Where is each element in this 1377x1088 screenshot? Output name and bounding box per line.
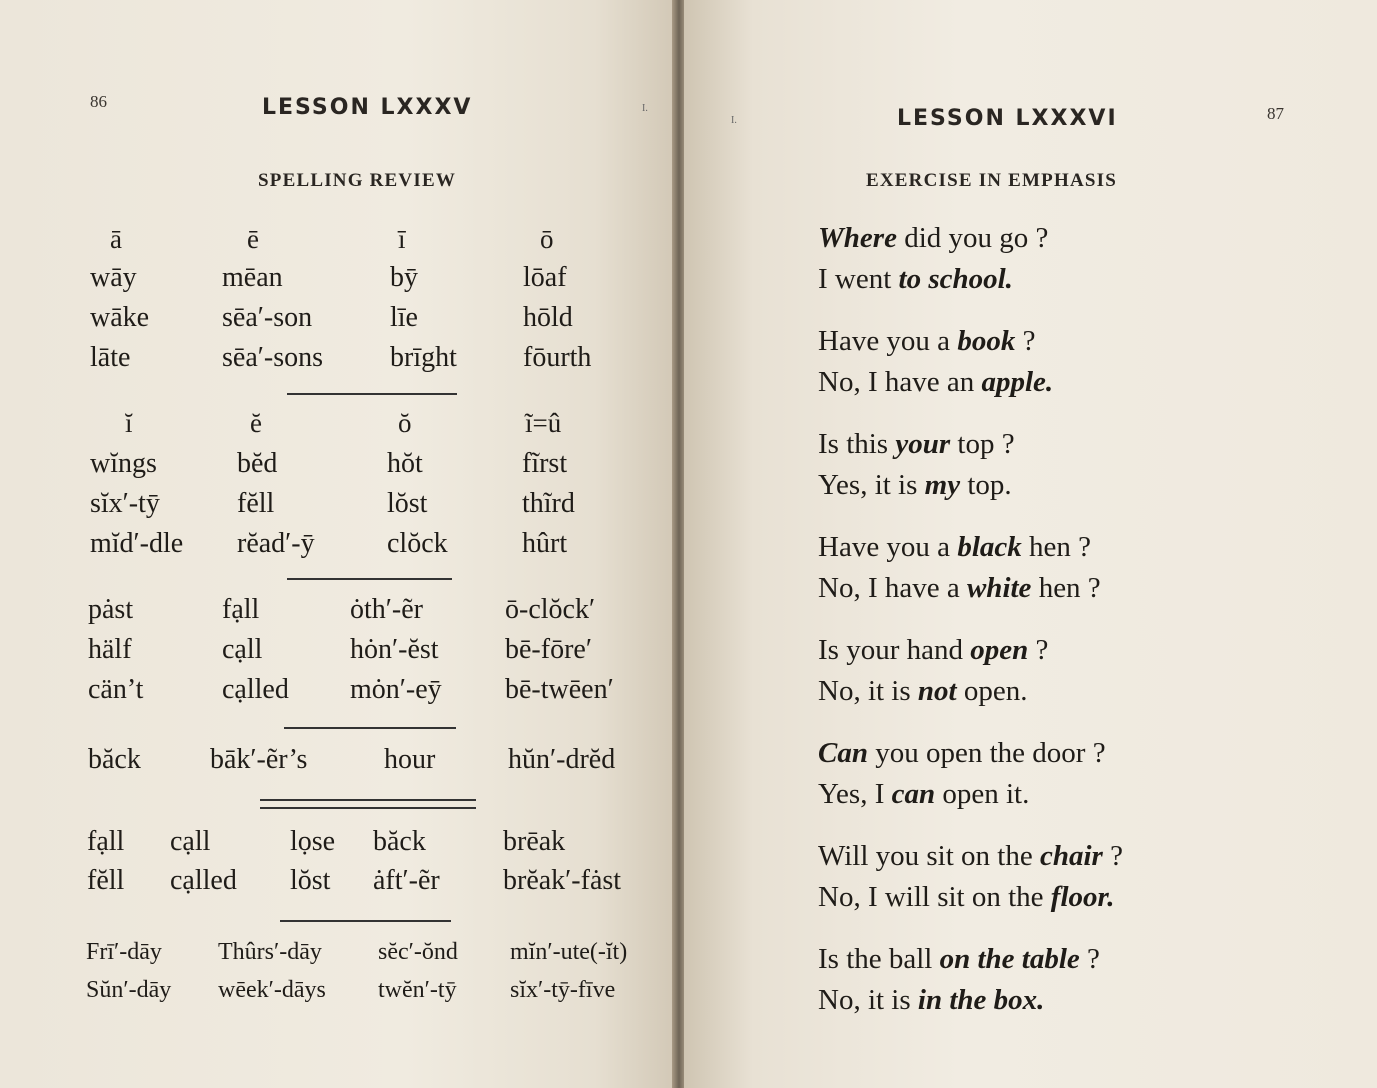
spelling-word: bāk′-ẽr’s [210, 744, 308, 775]
exercise-answer [818, 263, 1013, 296]
vowel-header: ĩ=û [525, 408, 562, 438]
exercise-question [818, 325, 1035, 358]
exercise-answer [818, 572, 1101, 605]
vowel-header: ī [398, 224, 406, 254]
plain-text: Will you sit on the [818, 840, 1040, 872]
emphasized-text: floor. [1050, 880, 1115, 913]
spelling-word: sēa′-sons [222, 342, 323, 373]
plain-text: ? [1015, 325, 1036, 357]
plain-text: ? [1028, 634, 1049, 666]
plain-text: top ? [950, 428, 1015, 460]
spelling-word: bȳ [390, 262, 418, 293]
exercise-question [818, 531, 1091, 564]
plain-text: Is this [818, 428, 896, 460]
spelling-word: sēa′-son [222, 302, 313, 333]
plain-text: No, I have a [818, 571, 967, 604]
emphasized-text: on the table [939, 943, 1080, 975]
lesson-title: LESSON LXXXVI [897, 106, 1118, 131]
emphasized-text: chair [1039, 840, 1103, 872]
exercise-question [818, 428, 1015, 461]
emphasized-text: Where [818, 222, 897, 254]
spelling-word: wāy [90, 262, 137, 293]
margin-mark: I. [731, 115, 737, 126]
exercise-answer [818, 881, 1114, 914]
emphasized-text: can [891, 777, 936, 810]
spelling-word: băck [88, 744, 141, 775]
spelling-word: Frī′-dāy [86, 939, 162, 965]
vowel-header: ā [110, 224, 122, 254]
section-subtitle: SPELLING REVIEW [258, 170, 457, 191]
plain-text: you open the door ? [867, 737, 1106, 769]
emphasized-text: open [970, 634, 1029, 666]
spelling-word: cạll [222, 634, 263, 665]
spelling-word: ȯth′-ẽr [350, 594, 423, 625]
plain-text: No, it is [818, 674, 918, 707]
spelling-word: sĕc′-ŏnd [378, 939, 458, 965]
plain-text: hen ? [1021, 531, 1091, 563]
exercise-answer [818, 469, 1012, 502]
spelling-word: Thûrs′-dāy [218, 939, 322, 965]
vowel-header: ō [540, 224, 554, 254]
right-page [684, 0, 1377, 1088]
plain-text: hen ? [1031, 571, 1101, 604]
spelling-word: wēek′-dāys [218, 977, 326, 1003]
spelling-word: mēan [222, 262, 283, 293]
divider [287, 578, 452, 580]
lesson-title: LESSON LXXXV [262, 95, 473, 120]
plain-text: Have you a [818, 325, 958, 357]
spelling-word: hȯn′-ĕst [350, 634, 439, 665]
exercise-question [818, 943, 1100, 976]
emphasized-text: to school. [898, 262, 1013, 295]
spelling-word: wāke [90, 302, 150, 333]
vowel-header: ĭ [125, 408, 133, 438]
spelling-word: cän’t [88, 674, 144, 705]
spelling-word: ō-clŏck′ [505, 594, 596, 625]
plain-text: open it. [935, 777, 1030, 810]
spelling-word: hōld [523, 302, 573, 333]
spelling-word: bē-twēen′ [505, 674, 614, 705]
spelling-word: băck [373, 826, 426, 857]
plain-text: Yes, I [818, 777, 892, 810]
spelling-word: brīght [390, 342, 457, 373]
spelling-word: hŭn′-drĕd [508, 744, 616, 775]
spelling-word: brēak [503, 826, 566, 857]
spelling-word: mȯn′-eȳ [350, 674, 442, 705]
page-number: 87 [1267, 104, 1284, 123]
spelling-word: hälf [88, 634, 132, 665]
plain-text: Is the ball [818, 943, 940, 975]
spelling-word: hour [384, 744, 436, 775]
spelling-word: mĭd′-dle [90, 528, 184, 559]
emphasized-text: book [957, 325, 1016, 357]
spelling-word: sĭx′-tȳ [90, 488, 160, 519]
left-page [0, 0, 676, 1088]
plain-text: ? [1079, 943, 1100, 975]
spelling-word: fōurth [523, 342, 592, 373]
plain-text: top. [960, 468, 1012, 501]
plain-text: No, I have an [818, 365, 982, 398]
plain-text: Is your hand [818, 634, 971, 666]
exercise-answer [818, 984, 1044, 1017]
spelling-word: fĕll [87, 865, 125, 896]
spelling-word: lōaf [523, 262, 567, 293]
spelling-word: wĭngs [90, 448, 157, 479]
exercise-answer [818, 778, 1029, 811]
spelling-word: fĕll [237, 488, 275, 519]
spelling-word: fạll [87, 826, 125, 857]
plain-text: Yes, it is [818, 468, 925, 501]
spelling-word: Sŭn′-dāy [86, 977, 172, 1003]
plain-text: No, I will sit on the [818, 880, 1051, 913]
spelling-word: lŏst [387, 488, 428, 519]
spelling-word: bē-fōre′ [505, 634, 592, 665]
spelling-word: cạlled [170, 865, 237, 896]
spelling-word: lọse [290, 826, 336, 857]
plain-text: ? [1102, 840, 1123, 872]
exercise-question [818, 634, 1048, 667]
spelling-word: rĕad′-ȳ [237, 528, 315, 559]
emphasized-text: your [895, 428, 951, 460]
spelling-word: hûrt [522, 528, 568, 559]
emphasized-text: black [957, 531, 1022, 563]
spelling-word: bĕd [237, 448, 278, 479]
spelling-word: sĭx′-tȳ-fīve [510, 977, 616, 1003]
emphasized-text: in the box. [917, 983, 1045, 1016]
spelling-word: lŏst [290, 865, 331, 896]
plain-text: Have you a [818, 531, 958, 563]
emphasized-text: not [917, 674, 957, 707]
spelling-word: thĩrd [522, 488, 575, 519]
divider [287, 393, 457, 395]
exercise-answer [818, 675, 1027, 708]
spelling-word: fĩrst [522, 448, 568, 479]
margin-mark: I. [642, 103, 648, 114]
exercise-question [818, 840, 1123, 873]
emphasized-text: white [966, 571, 1032, 604]
vowel-header: ĕ [250, 408, 262, 438]
spelling-word: cạll [170, 826, 211, 857]
plain-text: I went [818, 262, 899, 295]
plain-text: open. [956, 674, 1028, 707]
divider [284, 727, 456, 729]
section-subtitle: EXERCISE IN EMPHASIS [866, 170, 1117, 191]
spelling-word: cạlled [222, 674, 289, 705]
double-divider [260, 799, 476, 809]
exercise-question [818, 737, 1106, 770]
spelling-word: brĕak′-fȧst [503, 865, 622, 896]
vowel-header: ē [247, 224, 259, 254]
exercise-question [818, 222, 1048, 255]
emphasized-text: apple. [981, 365, 1054, 398]
emphasized-text: Can [818, 737, 868, 769]
spelling-word: twĕn′-tȳ [378, 977, 457, 1003]
spelling-word: lāte [90, 342, 131, 373]
emphasized-text: my [924, 468, 961, 501]
spelling-word: pȧst [88, 594, 134, 625]
divider [280, 920, 451, 922]
spelling-word: fạll [222, 594, 260, 625]
plain-text: did you go ? [896, 222, 1049, 254]
vowel-header: ŏ [398, 408, 412, 438]
spelling-word: clŏck [387, 528, 448, 559]
page-number: 86 [90, 92, 107, 111]
spelling-word: ȧft′-ẽr [373, 865, 440, 896]
exercise-answer [818, 366, 1053, 399]
spelling-word: hŏt [387, 448, 423, 479]
spelling-word: līe [390, 302, 418, 333]
spelling-word: mĭn′-ute(-ĭt) [510, 939, 628, 965]
plain-text: No, it is [818, 983, 918, 1016]
